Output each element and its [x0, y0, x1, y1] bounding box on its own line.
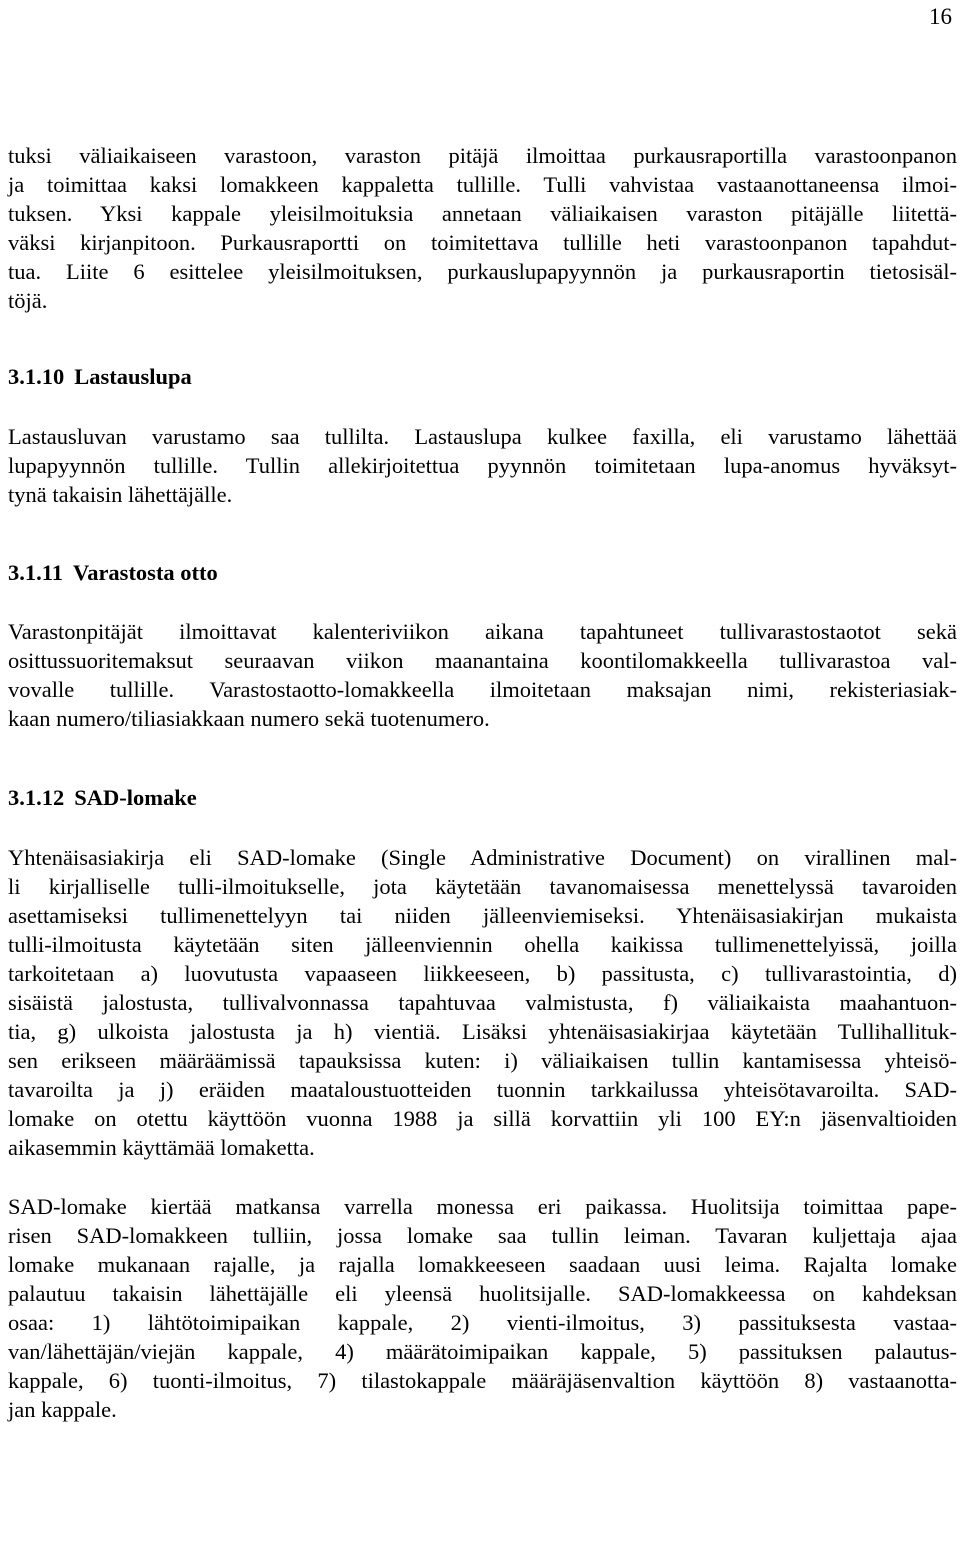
text-line: kaan numero/tiliasiakkaan numero sekä tuotenumero. — [8, 706, 490, 731]
section-number: 3.1.10 — [8, 364, 65, 389]
text-line: aikasemmin käyttämää lomaketta. — [8, 1135, 315, 1160]
text-line: tuksen. Yksi kappale yleisilmoituksia annetaan väliaikaisen varaston pitäjälle liitettä- — [8, 201, 957, 226]
text-line: kappale, 6) tuonti-ilmoitus, 7) tilastokappale määräjäsenvaltion käyttöön 8) vastaanotta- — [8, 1368, 957, 1393]
text-line: töjä. — [8, 288, 48, 313]
section-title: Varastosta otto — [73, 560, 218, 585]
text-line: SAD-lomake kiertää matkansa varrella monessa eri paikassa. Huolitsija toimittaa pape- — [8, 1194, 957, 1219]
text-line: li kirjalliselle tulli-ilmoitukselle, jota käytetään tavanomaisessa menettelyssä tavaroiden — [8, 874, 957, 899]
page-number: 16 — [929, 4, 952, 29]
paragraph-sad-lomake-definition — [8, 843, 957, 1162]
text-line: sisäistä jalostusta, tullivalvonnassa tapahtuvaa valmistusta, f) väliaikaista maahantuon- — [8, 990, 957, 1015]
section-heading-lastauslupa — [8, 362, 957, 391]
section-number: 3.1.11 — [8, 560, 64, 585]
text-line: osittussuoritemaksut seuraavan viikon maanantaina koontilomakkeella tullivarastoa val- — [8, 648, 957, 673]
text-line: osaa: 1) lähtötoimipaikan kappale, 2) vienti-ilmoitus, 3) passituksesta vastaa- — [8, 1310, 957, 1335]
section-heading-varastosta-otto — [8, 558, 957, 587]
document-body — [8, 141, 957, 1424]
paragraph-varastosta-otto — [8, 617, 957, 733]
text-line: ja toimittaa kaksi lomakkeen kappaletta tullille. Tulli vahvistaa vastaanottaneensa ilmoi- — [8, 172, 957, 197]
section-heading-sad-lomake — [8, 783, 957, 812]
text-line: tua. Liite 6 esittelee yleisilmoituksen, purkauslupapyynnön ja purkausraportin tietosisäl- — [8, 259, 957, 284]
paragraph-sad-lomake-circulation — [8, 1192, 957, 1424]
text-line: asettamiseksi tullimenettelyyn tai niiden jälleenviemiseksi. Yhtenäisasiakirjan mukaista — [8, 903, 957, 928]
text-line: Varastonpitäjät ilmoittavat kalenteriviikon aikana tapahtuneet tullivarastostaotot sekä — [8, 619, 957, 644]
section-title: Lastauslupa — [74, 364, 192, 389]
text-line: Yhtenäisasiakirja eli SAD-lomake (Single Administrative Document) on virallinen mal- — [8, 845, 957, 870]
section-number: 3.1.12 — [8, 785, 65, 810]
text-line: tia, g) ulkoista jalostusta ja h) vientiä. Lisäksi yhtenäisasiakirjaa käytetään Tullihallituk- — [8, 1019, 957, 1044]
text-line: tulli-ilmoitusta käytetään siten jälleenviennin ohella kaikissa tullimenettelyissä, joilla — [8, 932, 957, 957]
text-line: lomake mukanaan rajalle, ja rajalla lomakkeeseen saadaan uusi leima. Rajalta lomake — [8, 1252, 957, 1277]
text-line: tarkoitetaan a) luovutusta vapaaseen liikkeeseen, b) passitusta, c) tullivarastointia, d) — [8, 961, 957, 986]
section-title: SAD-lomake — [74, 785, 197, 810]
text-line: palautuu takaisin lähettäjälle eli yleensä huolitsijalle. SAD-lomakkeessa on kahdeksan — [8, 1281, 957, 1306]
text-line: jan kappale. — [8, 1397, 117, 1422]
paragraph-intro — [8, 141, 957, 315]
text-line: tavaroilta ja j) eräiden maataloustuotteiden tuonnin tarkkailussa yhteisötavaroilta. SAD- — [8, 1077, 957, 1102]
text-line: vovalle tullille. Varastostaotto-lomakkeella ilmoitetaan maksajan nimi, rekisteriasiak- — [8, 677, 957, 702]
text-line: tuksi väliaikaiseen varastoon, varaston pitäjä ilmoittaa purkausraportilla varastoonpanon — [8, 143, 957, 168]
text-line: risen SAD-lomakkeen tulliin, jossa lomake saa tullin leiman. Tavaran kuljettaja ajaa — [8, 1223, 957, 1248]
text-line: lomake on otettu käyttöön vuonna 1988 ja sillä korvattiin yli 100 EY:n jäsenvaltioiden — [8, 1106, 957, 1131]
text-line: Lastausluvan varustamo saa tullilta. Lastauslupa kulkee faxilla, eli varustamo lähettää — [8, 424, 957, 449]
text-line: tynä takaisin lähettäjälle. — [8, 482, 233, 507]
text-line: van/lähettäjän/viejän kappale, 4) määrätoimipaikan kappale, 5) passituksen palautus- — [8, 1339, 957, 1364]
text-line: sen erikseen määräämissä tapauksissa kuten: i) väliaikaisen tullin kantamisessa yhteisö- — [8, 1048, 957, 1073]
paragraph-lastauslupa — [8, 422, 957, 509]
text-line: lupapyynnön tullille. Tullin allekirjoitettua pyynnön toimitetaan lupa-anomus hyväksyt- — [8, 453, 957, 478]
text-line: väksi kirjanpitoon. Purkausraportti on toimitettava tullille heti varastoonpanon tapahdut- — [8, 230, 957, 255]
